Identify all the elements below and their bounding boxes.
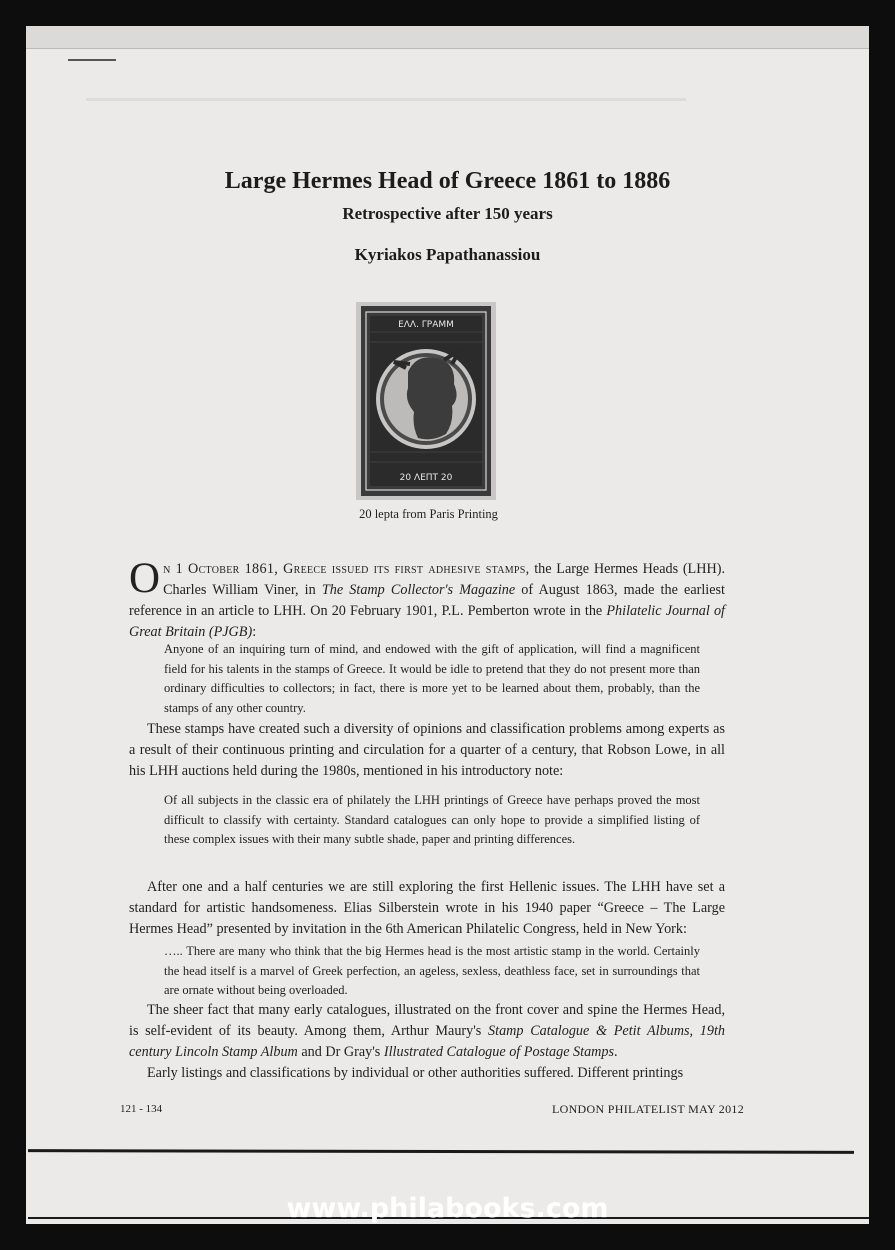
paragraph-1-text-c: :	[252, 624, 257, 640]
paragraph-4-text-c: .	[614, 1044, 618, 1060]
article-author: Kyriakos Papathanassiou	[354, 245, 541, 264]
paragraph-4-italic-1: Stamp Catalogue & Petit Albums, 19th century Lincoln Stamp Album	[129, 1023, 726, 1060]
opening-smallcaps: n 1 October 1861, Greece issued its first adhesive stamps,	[163, 561, 530, 577]
paragraph-4-text-a: The sheer fact that many early catalogues, illustrated on the front cover and spine the Hermes Head, is self-evident of its beauty. Among them, Arthur Maury's	[129, 1002, 725, 1039]
paragraph-5: Early listings and classifications by individual or other authorities suffered. Different printings	[147, 1065, 684, 1081]
stamp-image	[356, 302, 496, 500]
article-title: Large Hermes Head of Greece 1861 to 1886	[224, 168, 671, 194]
paragraph-3: After one and a half centuries we are still exploring the first Hellenic issues. The LHH have set a standard for artistic handsomeness. Elias Silberstein wrote in his 1940 paper “Greece – The Large Hermes Head” presented by invitation in the 6th American Philatelic Congress, held in New York:	[129, 879, 725, 937]
paragraph-4-italic-2: Illustrated Catalogue of Postage Stamps	[383, 1044, 615, 1060]
paragraph-1-italic-1: The Stamp Collector's Magazine	[321, 582, 516, 598]
stamp-top-text: ΕΛΛ. ΓΡΑΜΜ	[398, 320, 454, 330]
paragraph-1-italic-2: Philatelic Journal of Great Britain (PJGB)	[129, 603, 726, 640]
journal-footer: LONDON PHILATELIST MAY 2012	[552, 1102, 744, 1116]
quote-robson-lowe: Of all subjects in the classic era of philately the LHH printings of Greece have perhaps proved the most difficult to classify with certainty. Standard catalogues can only hope to provide a simplified listing of these complex issues with their many subtle shade, paper and printing differences.	[164, 793, 700, 846]
scanned-page	[26, 26, 869, 1224]
bottom-rule	[28, 1149, 854, 1154]
paragraph-4	[129, 1000, 725, 1063]
paragraph-1-text-b: of August 1863, made the earliest reference in an article to LHH. On 20 February 1901, P.L. Pemberton wrote in the	[129, 582, 725, 619]
stamp-bottom-text: 20 ΛΕΠΤ 20	[399, 473, 453, 483]
paragraph-4-text-b: and Dr Gray's	[297, 1044, 384, 1060]
quote-pemberton: Anyone of an inquiring turn of mind, and endowed with the gift of application, will find a magnificent field for his talents in the stamps of Greece. It would be idle to pretend that they do not present more than ordinary difficulties to collectors; in fact, there is more yet to be learned about them, probably, than the stamps of any other country.	[164, 642, 700, 715]
stamp-caption: 20 lepta from Paris Printing	[359, 507, 498, 521]
website-watermark: www.philabooks.com	[286, 1193, 609, 1224]
quote-silberstein: ….. There are many who think that the big Hermes head is the most artistic stamp in the world. Certainly the head itself is a marvel of Greek perfection, an ageless, sexless, deathless face, set in surroundings that are ornate without being overloaded.	[164, 944, 700, 997]
page-range: 121 - 134	[120, 1103, 163, 1115]
paragraph-1	[129, 555, 726, 643]
article-subtitle: Retrospective after 150 years	[342, 204, 553, 223]
drop-cap: O	[129, 555, 161, 602]
paragraph-2: These stamps have created such a diversity of opinions and classification problems among experts as a result of their continuous printing and circulation for a quarter of a century, that Robson Lowe, in all his LHH auctions held during the 1980s, mentioned in his introductory note:	[129, 721, 725, 779]
paragraph-1-text-a: the Large Hermes Heads (LHH). Charles William Viner, in	[163, 561, 725, 598]
article-page	[26, 26, 869, 1224]
